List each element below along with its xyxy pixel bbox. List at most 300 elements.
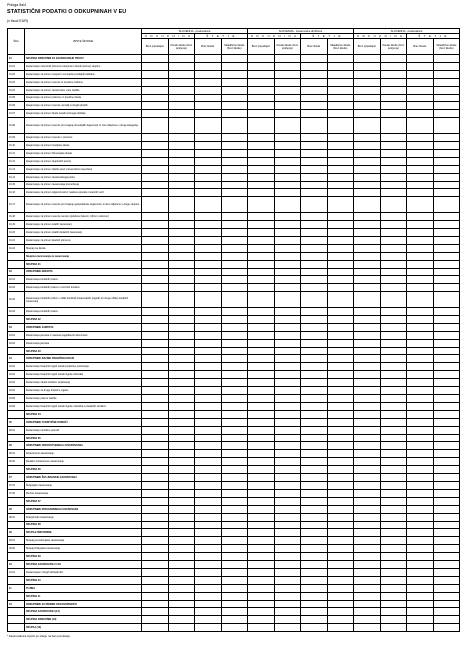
value-cell[interactable]	[301, 221, 328, 229]
value-cell[interactable]	[195, 355, 222, 363]
value-cell[interactable]	[327, 489, 354, 497]
value-cell[interactable]	[195, 252, 222, 260]
value-cell[interactable]	[248, 252, 275, 260]
value-cell[interactable]	[248, 395, 275, 403]
value-cell[interactable]	[248, 600, 275, 608]
value-cell[interactable]	[195, 529, 222, 537]
value-cell[interactable]	[327, 78, 354, 86]
value-cell[interactable]	[380, 568, 407, 576]
value-cell[interactable]	[195, 308, 222, 316]
value-cell[interactable]	[142, 513, 169, 521]
value-cell[interactable]	[195, 474, 222, 482]
value-cell[interactable]	[142, 537, 169, 545]
value-cell[interactable]	[221, 592, 248, 600]
value-cell[interactable]	[221, 395, 248, 403]
value-cell[interactable]	[142, 402, 169, 410]
value-cell[interactable]	[248, 513, 275, 521]
value-cell[interactable]	[354, 418, 381, 426]
value-cell[interactable]	[274, 608, 301, 616]
value-cell[interactable]	[380, 489, 407, 497]
value-cell[interactable]	[248, 173, 275, 181]
value-cell[interactable]	[301, 70, 328, 78]
value-cell[interactable]	[407, 86, 434, 94]
value-cell[interactable]	[327, 513, 354, 521]
value-cell[interactable]	[248, 371, 275, 379]
value-cell[interactable]	[433, 505, 460, 513]
value-cell[interactable]	[168, 110, 195, 118]
value-cell[interactable]	[354, 466, 381, 474]
value-cell[interactable]	[380, 521, 407, 529]
value-cell[interactable]	[301, 252, 328, 260]
value-cell[interactable]	[142, 505, 169, 513]
value-cell[interactable]	[327, 584, 354, 592]
value-cell[interactable]	[327, 94, 354, 102]
value-cell[interactable]	[168, 505, 195, 513]
value-cell[interactable]	[301, 94, 328, 102]
value-cell[interactable]	[433, 568, 460, 576]
value-cell[interactable]	[327, 545, 354, 553]
value-cell[interactable]	[221, 513, 248, 521]
value-cell[interactable]	[221, 102, 248, 110]
value-cell[interactable]	[168, 221, 195, 229]
value-cell[interactable]	[407, 62, 434, 70]
value-cell[interactable]	[327, 252, 354, 260]
value-cell[interactable]	[168, 331, 195, 339]
value-cell[interactable]	[168, 489, 195, 497]
value-cell[interactable]	[301, 481, 328, 489]
value-cell[interactable]	[327, 561, 354, 569]
value-cell[interactable]	[221, 371, 248, 379]
value-cell[interactable]	[168, 395, 195, 403]
value-cell[interactable]	[380, 62, 407, 70]
value-cell[interactable]	[380, 355, 407, 363]
value-cell[interactable]	[248, 189, 275, 197]
value-cell[interactable]	[380, 134, 407, 142]
value-cell[interactable]	[221, 118, 248, 134]
value-cell[interactable]	[168, 118, 195, 134]
value-cell[interactable]	[221, 537, 248, 545]
value-cell[interactable]	[301, 568, 328, 576]
value-cell[interactable]	[248, 323, 275, 331]
value-cell[interactable]	[433, 292, 460, 308]
value-cell[interactable]	[274, 521, 301, 529]
value-cell[interactable]	[248, 466, 275, 474]
value-cell[interactable]	[407, 134, 434, 142]
value-cell[interactable]	[407, 410, 434, 418]
value-cell[interactable]	[327, 347, 354, 355]
value-cell[interactable]	[221, 141, 248, 149]
value-cell[interactable]	[433, 410, 460, 418]
value-cell[interactable]	[433, 450, 460, 458]
value-cell[interactable]	[248, 213, 275, 221]
value-cell[interactable]	[407, 78, 434, 86]
value-cell[interactable]	[301, 276, 328, 284]
value-cell[interactable]	[327, 244, 354, 252]
value-cell[interactable]	[168, 141, 195, 149]
value-cell[interactable]	[142, 102, 169, 110]
value-cell[interactable]	[221, 442, 248, 450]
value-cell[interactable]	[248, 553, 275, 561]
value-cell[interactable]	[407, 553, 434, 561]
value-cell[interactable]	[354, 315, 381, 323]
value-cell[interactable]	[195, 55, 222, 63]
value-cell[interactable]	[274, 561, 301, 569]
value-cell[interactable]	[380, 371, 407, 379]
value-cell[interactable]	[142, 315, 169, 323]
value-cell[interactable]	[221, 379, 248, 387]
value-cell[interactable]	[248, 521, 275, 529]
value-cell[interactable]	[274, 141, 301, 149]
value-cell[interactable]	[274, 537, 301, 545]
value-cell[interactable]	[407, 221, 434, 229]
value-cell[interactable]	[327, 600, 354, 608]
value-cell[interactable]	[142, 363, 169, 371]
value-cell[interactable]	[168, 70, 195, 78]
value-cell[interactable]	[380, 213, 407, 221]
value-cell[interactable]	[433, 197, 460, 213]
value-cell[interactable]	[327, 410, 354, 418]
value-cell[interactable]	[248, 102, 275, 110]
value-cell[interactable]	[354, 529, 381, 537]
value-cell[interactable]	[433, 244, 460, 252]
value-cell[interactable]	[354, 276, 381, 284]
value-cell[interactable]	[195, 339, 222, 347]
value-cell[interactable]	[301, 78, 328, 86]
value-cell[interactable]	[327, 110, 354, 118]
value-cell[interactable]	[327, 221, 354, 229]
value-cell[interactable]	[274, 553, 301, 561]
value-cell[interactable]	[327, 466, 354, 474]
value-cell[interactable]	[433, 545, 460, 553]
value-cell[interactable]	[433, 78, 460, 86]
value-cell[interactable]	[407, 545, 434, 553]
value-cell[interactable]	[274, 339, 301, 347]
value-cell[interactable]	[407, 474, 434, 482]
value-cell[interactable]	[354, 608, 381, 616]
value-cell[interactable]	[407, 450, 434, 458]
value-cell[interactable]	[407, 442, 434, 450]
value-cell[interactable]	[168, 339, 195, 347]
value-cell[interactable]	[327, 529, 354, 537]
value-cell[interactable]	[407, 608, 434, 616]
value-cell[interactable]	[195, 173, 222, 181]
value-cell[interactable]	[380, 395, 407, 403]
value-cell[interactable]	[433, 466, 460, 474]
value-cell[interactable]	[354, 387, 381, 395]
value-cell[interactable]	[274, 118, 301, 134]
value-cell[interactable]	[274, 284, 301, 292]
value-cell[interactable]	[142, 592, 169, 600]
value-cell[interactable]	[433, 165, 460, 173]
value-cell[interactable]	[433, 221, 460, 229]
value-cell[interactable]	[301, 181, 328, 189]
value-cell[interactable]	[354, 474, 381, 482]
value-cell[interactable]	[168, 521, 195, 529]
value-cell[interactable]	[142, 62, 169, 70]
value-cell[interactable]	[168, 568, 195, 576]
value-cell[interactable]	[433, 584, 460, 592]
value-cell[interactable]	[301, 466, 328, 474]
value-cell[interactable]	[327, 228, 354, 236]
value-cell[interactable]	[380, 236, 407, 244]
value-cell[interactable]	[274, 157, 301, 165]
value-cell[interactable]	[327, 308, 354, 316]
value-cell[interactable]	[221, 434, 248, 442]
value-cell[interactable]	[221, 402, 248, 410]
value-cell[interactable]	[433, 308, 460, 316]
value-cell[interactable]	[407, 418, 434, 426]
value-cell[interactable]	[221, 292, 248, 308]
value-cell[interactable]	[433, 402, 460, 410]
value-cell[interactable]	[221, 252, 248, 260]
value-cell[interactable]	[301, 371, 328, 379]
value-cell[interactable]	[433, 592, 460, 600]
value-cell[interactable]	[248, 260, 275, 268]
value-cell[interactable]	[168, 244, 195, 252]
value-cell[interactable]	[380, 55, 407, 63]
value-cell[interactable]	[433, 331, 460, 339]
value-cell[interactable]	[407, 458, 434, 466]
value-cell[interactable]	[301, 450, 328, 458]
value-cell[interactable]	[380, 276, 407, 284]
value-cell[interactable]	[433, 521, 460, 529]
value-cell[interactable]	[248, 197, 275, 213]
value-cell[interactable]	[354, 576, 381, 584]
value-cell[interactable]	[142, 94, 169, 102]
value-cell[interactable]	[248, 355, 275, 363]
value-cell[interactable]	[354, 561, 381, 569]
value-cell[interactable]	[433, 379, 460, 387]
value-cell[interactable]	[433, 481, 460, 489]
value-cell[interactable]	[354, 410, 381, 418]
value-cell[interactable]	[433, 529, 460, 537]
value-cell[interactable]	[380, 228, 407, 236]
value-cell[interactable]	[433, 363, 460, 371]
value-cell[interactable]	[301, 513, 328, 521]
value-cell[interactable]	[407, 466, 434, 474]
value-cell[interactable]	[221, 347, 248, 355]
value-cell[interactable]	[248, 221, 275, 229]
value-cell[interactable]	[248, 418, 275, 426]
value-cell[interactable]	[301, 497, 328, 505]
value-cell[interactable]	[274, 355, 301, 363]
value-cell[interactable]	[407, 624, 434, 632]
value-cell[interactable]	[301, 339, 328, 347]
value-cell[interactable]	[433, 213, 460, 221]
value-cell[interactable]	[195, 450, 222, 458]
value-cell[interactable]	[301, 355, 328, 363]
value-cell[interactable]	[407, 371, 434, 379]
value-cell[interactable]	[248, 474, 275, 482]
value-cell[interactable]	[221, 576, 248, 584]
value-cell[interactable]	[274, 545, 301, 553]
value-cell[interactable]	[327, 165, 354, 173]
value-cell[interactable]	[195, 70, 222, 78]
value-cell[interactable]	[407, 600, 434, 608]
value-cell[interactable]	[433, 189, 460, 197]
value-cell[interactable]	[168, 165, 195, 173]
value-cell[interactable]	[195, 197, 222, 213]
value-cell[interactable]	[301, 402, 328, 410]
value-cell[interactable]	[195, 497, 222, 505]
value-cell[interactable]	[407, 292, 434, 308]
value-cell[interactable]	[407, 513, 434, 521]
value-cell[interactable]	[354, 395, 381, 403]
value-cell[interactable]	[195, 213, 222, 221]
value-cell[interactable]	[407, 308, 434, 316]
value-cell[interactable]	[195, 545, 222, 553]
value-cell[interactable]	[354, 553, 381, 561]
value-cell[interactable]	[221, 134, 248, 142]
value-cell[interactable]	[221, 616, 248, 624]
value-cell[interactable]	[168, 315, 195, 323]
value-cell[interactable]	[433, 62, 460, 70]
value-cell[interactable]	[433, 608, 460, 616]
value-cell[interactable]	[195, 276, 222, 284]
value-cell[interactable]	[221, 165, 248, 173]
value-cell[interactable]	[168, 134, 195, 142]
value-cell[interactable]	[327, 134, 354, 142]
value-cell[interactable]	[274, 102, 301, 110]
value-cell[interactable]	[354, 568, 381, 576]
value-cell[interactable]	[301, 260, 328, 268]
value-cell[interactable]	[301, 173, 328, 181]
value-cell[interactable]	[433, 371, 460, 379]
value-cell[interactable]	[301, 576, 328, 584]
value-cell[interactable]	[407, 284, 434, 292]
value-cell[interactable]	[327, 315, 354, 323]
value-cell[interactable]	[142, 489, 169, 497]
value-cell[interactable]	[274, 513, 301, 521]
value-cell[interactable]	[221, 489, 248, 497]
value-cell[interactable]	[221, 236, 248, 244]
value-cell[interactable]	[274, 402, 301, 410]
value-cell[interactable]	[274, 576, 301, 584]
value-cell[interactable]	[380, 260, 407, 268]
value-cell[interactable]	[301, 55, 328, 63]
value-cell[interactable]	[142, 355, 169, 363]
value-cell[interactable]	[142, 78, 169, 86]
value-cell[interactable]	[221, 363, 248, 371]
value-cell[interactable]	[380, 379, 407, 387]
value-cell[interactable]	[195, 284, 222, 292]
value-cell[interactable]	[221, 529, 248, 537]
value-cell[interactable]	[354, 94, 381, 102]
value-cell[interactable]	[407, 616, 434, 624]
value-cell[interactable]	[433, 426, 460, 434]
value-cell[interactable]	[407, 426, 434, 434]
value-cell[interactable]	[380, 347, 407, 355]
value-cell[interactable]	[168, 410, 195, 418]
value-cell[interactable]	[168, 355, 195, 363]
value-cell[interactable]	[274, 434, 301, 442]
value-cell[interactable]	[274, 529, 301, 537]
value-cell[interactable]	[274, 323, 301, 331]
value-cell[interactable]	[142, 110, 169, 118]
value-cell[interactable]	[195, 521, 222, 529]
value-cell[interactable]	[327, 149, 354, 157]
value-cell[interactable]	[142, 157, 169, 165]
value-cell[interactable]	[168, 592, 195, 600]
value-cell[interactable]	[221, 181, 248, 189]
value-cell[interactable]	[354, 110, 381, 118]
value-cell[interactable]	[142, 268, 169, 276]
value-cell[interactable]	[327, 86, 354, 94]
value-cell[interactable]	[168, 481, 195, 489]
value-cell[interactable]	[195, 141, 222, 149]
value-cell[interactable]	[195, 608, 222, 616]
value-cell[interactable]	[168, 228, 195, 236]
value-cell[interactable]	[354, 481, 381, 489]
value-cell[interactable]	[407, 70, 434, 78]
value-cell[interactable]	[142, 395, 169, 403]
value-cell[interactable]	[407, 197, 434, 213]
value-cell[interactable]	[248, 363, 275, 371]
value-cell[interactable]	[248, 62, 275, 70]
value-cell[interactable]	[221, 497, 248, 505]
value-cell[interactable]	[248, 450, 275, 458]
value-cell[interactable]	[195, 418, 222, 426]
value-cell[interactable]	[274, 252, 301, 260]
value-cell[interactable]	[168, 276, 195, 284]
value-cell[interactable]	[274, 173, 301, 181]
value-cell[interactable]	[380, 94, 407, 102]
value-cell[interactable]	[407, 55, 434, 63]
value-cell[interactable]	[142, 497, 169, 505]
value-cell[interactable]	[195, 62, 222, 70]
value-cell[interactable]	[221, 584, 248, 592]
value-cell[interactable]	[248, 134, 275, 142]
value-cell[interactable]	[433, 497, 460, 505]
value-cell[interactable]	[221, 387, 248, 395]
value-cell[interactable]	[142, 134, 169, 142]
value-cell[interactable]	[142, 292, 169, 308]
value-cell[interactable]	[274, 62, 301, 70]
value-cell[interactable]	[221, 553, 248, 561]
value-cell[interactable]	[248, 228, 275, 236]
value-cell[interactable]	[221, 331, 248, 339]
value-cell[interactable]	[248, 529, 275, 537]
value-cell[interactable]	[221, 70, 248, 78]
value-cell[interactable]	[274, 624, 301, 632]
value-cell[interactable]	[354, 426, 381, 434]
value-cell[interactable]	[354, 308, 381, 316]
value-cell[interactable]	[327, 608, 354, 616]
value-cell[interactable]	[354, 252, 381, 260]
value-cell[interactable]	[301, 157, 328, 165]
value-cell[interactable]	[142, 189, 169, 197]
value-cell[interactable]	[274, 426, 301, 434]
value-cell[interactable]	[380, 315, 407, 323]
value-cell[interactable]	[407, 173, 434, 181]
value-cell[interactable]	[248, 70, 275, 78]
value-cell[interactable]	[221, 268, 248, 276]
value-cell[interactable]	[168, 86, 195, 94]
value-cell[interactable]	[142, 418, 169, 426]
value-cell[interactable]	[433, 553, 460, 561]
value-cell[interactable]	[354, 339, 381, 347]
value-cell[interactable]	[407, 395, 434, 403]
value-cell[interactable]	[248, 276, 275, 284]
value-cell[interactable]	[142, 410, 169, 418]
value-cell[interactable]	[221, 545, 248, 553]
value-cell[interactable]	[168, 94, 195, 102]
value-cell[interactable]	[168, 252, 195, 260]
value-cell[interactable]	[168, 442, 195, 450]
value-cell[interactable]	[248, 387, 275, 395]
value-cell[interactable]	[274, 181, 301, 189]
value-cell[interactable]	[168, 402, 195, 410]
